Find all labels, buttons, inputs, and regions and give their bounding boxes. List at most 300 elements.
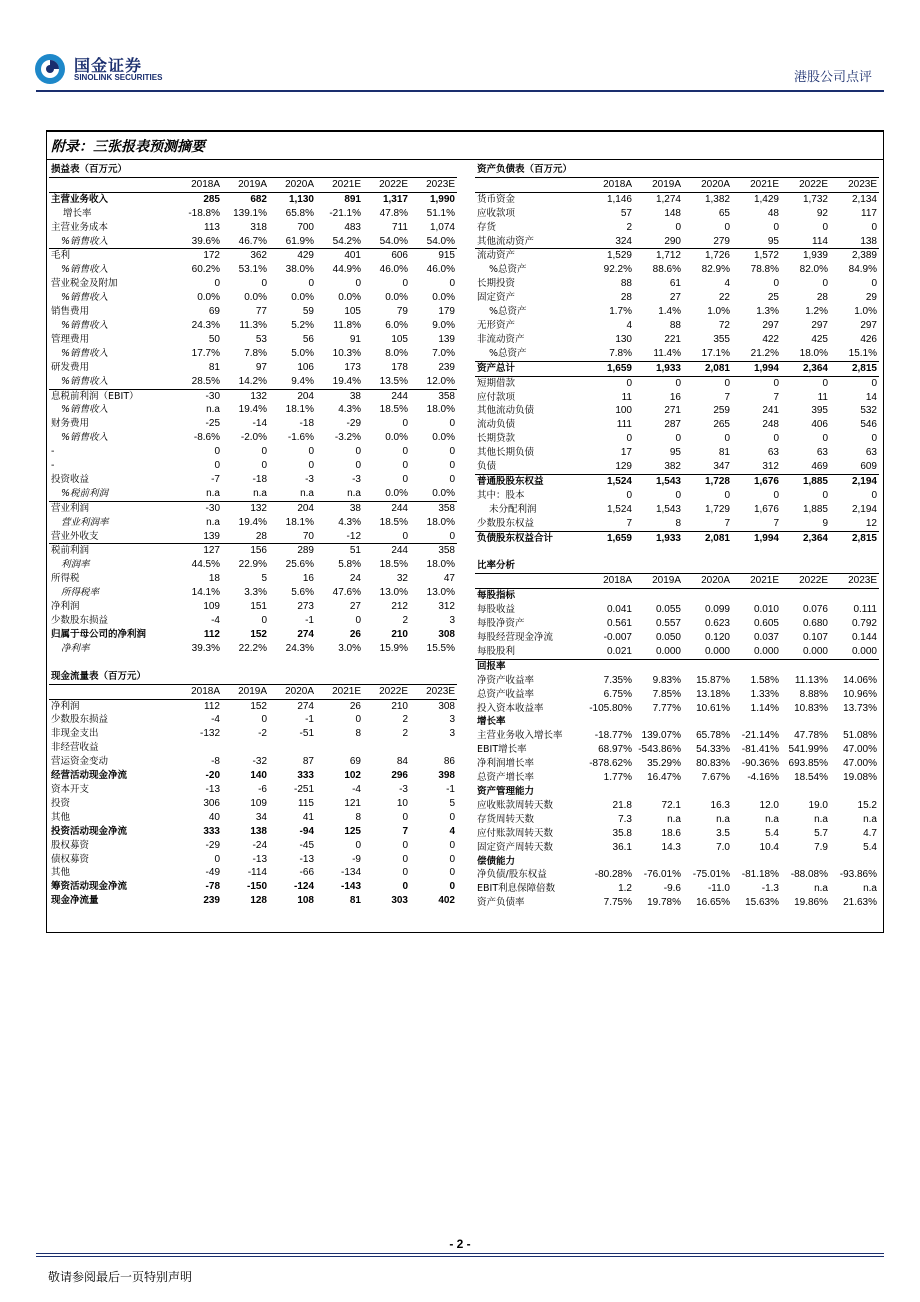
table-row xyxy=(475,771,879,785)
row-value: 259 xyxy=(713,405,730,417)
row-value: 358 xyxy=(410,501,457,515)
row-value: 7.8% xyxy=(244,347,267,359)
row-value: 78.8% xyxy=(750,264,779,276)
row-value: 121 xyxy=(344,797,361,809)
table-row xyxy=(49,797,457,811)
row-value: 1.0% xyxy=(854,306,877,318)
table-row xyxy=(475,474,879,488)
year-header: 2018A xyxy=(585,177,634,192)
row-value: 0 xyxy=(724,489,730,501)
year-header: 2020A xyxy=(683,177,732,192)
row-value: 92.2% xyxy=(603,264,632,276)
page-number: - 2 - xyxy=(449,1237,471,1251)
row-value: -18.77% xyxy=(594,730,632,742)
row-value: 18.1% xyxy=(285,404,314,416)
year-header: 2021E xyxy=(732,177,781,192)
row-value: 178 xyxy=(391,361,408,373)
row-value xyxy=(781,589,830,603)
row-value: 25.6% xyxy=(285,559,314,571)
row-value: 82.9% xyxy=(701,264,730,276)
income-statement-title-row xyxy=(49,163,457,177)
row-label: 其他流动资产 xyxy=(477,235,535,247)
row-label: 应付账款周转天数 xyxy=(477,827,554,839)
row-value xyxy=(634,659,683,673)
row-value: 1.58% xyxy=(750,674,779,686)
row-value: 114 xyxy=(812,235,828,247)
row-value: 38.0% xyxy=(285,264,314,276)
row-value: 0 xyxy=(214,446,220,458)
row-value: 0 xyxy=(675,489,681,501)
row-value: 0 xyxy=(402,811,408,823)
row-value: 0.557 xyxy=(655,618,681,630)
table-row xyxy=(475,404,879,418)
row-value: 2,194 xyxy=(851,503,877,515)
row-value: 1,130 xyxy=(288,193,314,205)
row-label: %销售收入 xyxy=(61,292,109,304)
row-label: 其他 xyxy=(51,867,71,879)
row-value: 204 xyxy=(269,501,316,515)
table-row xyxy=(475,785,879,799)
row-value: 10.4 xyxy=(759,841,779,853)
row-label: 投资收益 xyxy=(51,473,90,485)
row-value: 483 xyxy=(344,221,361,233)
row-value: 0.111 xyxy=(853,604,877,616)
row-value: 11.3% xyxy=(239,319,267,331)
row-value: 132 xyxy=(222,501,269,515)
row-value: 0 xyxy=(355,446,361,458)
table-row xyxy=(49,825,457,839)
row-value: -29 xyxy=(205,839,220,851)
row-value: 1,676 xyxy=(732,474,781,488)
row-value: 19.4% xyxy=(238,516,267,528)
row-value: 297 xyxy=(811,319,828,331)
row-value: 11.4% xyxy=(653,347,681,359)
row-value: 88 xyxy=(620,278,632,290)
row-value: 24.3% xyxy=(285,642,314,654)
row-value: 138 xyxy=(250,825,267,837)
row-value: 15.63% xyxy=(745,897,779,909)
row-value: 84 xyxy=(396,756,408,768)
row-value: -8 xyxy=(211,756,220,768)
table-row xyxy=(475,729,879,743)
row-value: -18 xyxy=(299,418,314,430)
row-value: 546 xyxy=(860,419,877,431)
row-value: 138 xyxy=(860,235,877,247)
row-label: 财务费用 xyxy=(51,418,90,430)
row-value: 50 xyxy=(208,333,220,345)
row-value: 248 xyxy=(762,419,779,431)
row-value: 0 xyxy=(214,853,220,865)
row-value: 1,543 xyxy=(634,474,683,488)
footer-divider xyxy=(36,1253,884,1254)
table-row xyxy=(475,688,879,702)
row-value: 0 xyxy=(732,376,781,390)
row-value: 0.0% xyxy=(432,487,455,499)
row-value: -13 xyxy=(252,853,267,865)
row-value: 151 xyxy=(250,601,267,613)
row-value xyxy=(732,589,781,603)
row-value: 239 xyxy=(203,895,220,907)
row-value: 26 xyxy=(349,628,361,640)
row-value: 41 xyxy=(302,811,314,823)
row-value: 172 xyxy=(175,249,222,263)
row-value: 81 xyxy=(349,895,361,907)
table-row xyxy=(49,459,457,473)
row-label: EBIT利息保障倍数 xyxy=(477,883,556,895)
table-row xyxy=(475,391,879,405)
table-row xyxy=(49,783,457,797)
row-value: 0 xyxy=(449,418,455,430)
row-value: n.a xyxy=(716,813,730,825)
row-value: 0 xyxy=(261,446,267,458)
table-row xyxy=(49,263,457,277)
row-value: 51 xyxy=(316,544,363,558)
row-value: 15.1% xyxy=(848,347,877,359)
row-value: 0.144 xyxy=(851,632,877,643)
row-value: -105.80% xyxy=(589,702,632,714)
row-value: 18.5% xyxy=(379,559,408,571)
row-label: 其他长期负债 xyxy=(477,447,535,459)
row-value: 0 xyxy=(214,278,220,290)
row-value: 0 xyxy=(449,853,455,865)
row-value: 0 xyxy=(402,839,408,851)
row-value: 239 xyxy=(438,361,455,373)
row-value: 10 xyxy=(396,797,408,809)
row-value: 2 xyxy=(626,221,632,233)
row-value: -13 xyxy=(299,853,314,865)
row-label: 其中：股本 xyxy=(477,489,525,501)
row-value: 0 xyxy=(308,460,314,472)
row-value: 693.85% xyxy=(788,758,828,770)
table-row xyxy=(475,715,879,729)
row-value xyxy=(634,589,683,603)
row-value: 95 xyxy=(669,447,681,459)
row-value: 0 xyxy=(822,221,828,233)
row-label: 增长率 xyxy=(477,716,506,728)
table-row xyxy=(49,277,457,291)
row-value xyxy=(683,589,732,603)
row-value: -4 xyxy=(352,783,361,795)
row-value: -134 xyxy=(340,867,361,879)
table-row xyxy=(475,305,879,319)
table-row xyxy=(475,319,879,333)
row-label: 营业外收支 xyxy=(51,530,99,542)
row-value: -2.0% xyxy=(240,432,267,444)
row-value: 53 xyxy=(255,333,267,345)
row-value: 105 xyxy=(391,333,408,345)
row-label: 其他流动负债 xyxy=(477,405,535,417)
table-row xyxy=(49,347,457,361)
row-label: 营运资金变动 xyxy=(51,756,109,768)
row-value: 0.000 xyxy=(704,645,730,657)
year-header: 2021E xyxy=(316,684,363,699)
row-value: -12 xyxy=(346,530,361,542)
row-value: 0 xyxy=(449,530,455,542)
row-value: 16.3 xyxy=(710,799,730,811)
row-value: 1,659 xyxy=(585,531,634,545)
row-value: -543.86% xyxy=(638,744,681,756)
row-value: -88.08% xyxy=(790,869,828,881)
row-value: 7 xyxy=(626,517,632,529)
year-header: 2019A xyxy=(634,177,683,192)
row-label: %销售收入 xyxy=(61,404,109,416)
table-row xyxy=(475,827,879,841)
row-value: 5.4 xyxy=(863,841,877,853)
row-value xyxy=(732,659,781,673)
row-label: 所得税率 xyxy=(61,587,100,599)
row-value: 0 xyxy=(214,460,220,472)
row-value: 204 xyxy=(269,389,316,403)
table-row xyxy=(49,755,457,769)
table-row xyxy=(475,882,879,896)
row-value: 1,429 xyxy=(753,193,779,205)
table-row xyxy=(49,473,457,487)
row-value: 0.050 xyxy=(655,632,681,643)
left-column xyxy=(49,163,457,908)
table-row xyxy=(49,880,457,894)
year-header-blank xyxy=(49,684,175,699)
row-label: %总资产 xyxy=(489,306,527,318)
row-label: 主营业务收入增长率 xyxy=(477,730,563,742)
row-value: 28 xyxy=(255,530,267,542)
row-value xyxy=(781,855,830,869)
row-value: 0 xyxy=(402,530,408,542)
row-value: 10.83% xyxy=(794,702,828,714)
row-value: 2,815 xyxy=(830,531,879,545)
row-value: n.a xyxy=(814,813,828,825)
row-value: 0.0% xyxy=(244,292,267,304)
row-value: 16.65% xyxy=(696,897,730,909)
table-row xyxy=(475,221,879,235)
row-value: 0 xyxy=(871,489,877,501)
row-value: 609 xyxy=(860,461,877,473)
row-label: 总资产收益率 xyxy=(477,688,535,700)
row-value: 0.107 xyxy=(802,632,828,643)
row-value: 0.0% xyxy=(197,292,220,304)
row-value: 0 xyxy=(402,853,408,865)
table-row xyxy=(475,674,879,688)
row-value: 18.0% xyxy=(426,404,455,416)
row-value: 1,146 xyxy=(606,193,632,205)
row-value: 2,364 xyxy=(781,361,830,376)
row-value: 7.85% xyxy=(652,688,681,700)
row-value: 0.0% xyxy=(385,487,408,499)
row-value: 0.792 xyxy=(851,618,877,630)
ratio-analysis-years-row xyxy=(475,574,879,589)
row-label: %税前利润 xyxy=(61,487,109,499)
row-value: 111 xyxy=(616,419,632,431)
row-value: -3 xyxy=(352,473,361,485)
table-row xyxy=(475,841,879,855)
row-value: 0 xyxy=(634,376,683,390)
row-value: 279 xyxy=(713,235,730,247)
row-value: 5.2% xyxy=(291,319,314,331)
row-label: %总资产 xyxy=(489,347,527,359)
row-value: 271 xyxy=(664,405,681,417)
row-label: %销售收入 xyxy=(61,347,109,359)
row-value: 140 xyxy=(250,770,267,782)
row-value xyxy=(363,741,410,755)
row-value: 312 xyxy=(762,461,779,473)
row-label: 增长率 xyxy=(63,207,92,219)
row-value: 0 xyxy=(449,473,455,485)
row-value: 47.6% xyxy=(332,587,361,599)
row-value: 0 xyxy=(871,278,877,290)
row-value: 109 xyxy=(203,601,220,613)
year-header-blank xyxy=(475,574,585,589)
row-label: 营业利润 xyxy=(49,501,175,515)
row-value: 324 xyxy=(615,235,632,247)
row-value: 1,933 xyxy=(634,531,683,545)
row-value: 1,524 xyxy=(606,503,632,515)
row-value: -4 xyxy=(211,615,220,626)
row-value: 35.8 xyxy=(612,827,632,839)
row-value: 12.0% xyxy=(426,375,455,387)
row-value: -132 xyxy=(199,728,220,740)
table-row xyxy=(49,811,457,825)
row-value: 97 xyxy=(255,361,267,373)
row-value: 63 xyxy=(767,447,779,459)
row-value: 6.75% xyxy=(603,688,632,700)
table-row xyxy=(49,389,457,403)
row-value: 406 xyxy=(811,419,828,431)
income-statement-table xyxy=(49,163,457,656)
ratio-analysis-title: 比率分析 xyxy=(475,559,879,573)
table-row xyxy=(475,617,879,631)
row-value: -30 xyxy=(175,501,222,515)
row-value: 0.0% xyxy=(432,432,455,444)
row-value: 0.099 xyxy=(704,604,730,616)
row-value: 7.35% xyxy=(603,674,632,686)
disclaimer: 敬请参阅最后一页特别声明 xyxy=(48,1270,193,1284)
row-value: 210 xyxy=(391,628,408,640)
row-value: 3.0% xyxy=(338,642,361,654)
row-value: 11 xyxy=(621,391,632,403)
row-value: 7.3 xyxy=(618,813,632,825)
row-value: 700 xyxy=(297,221,314,233)
row-value: 210 xyxy=(391,700,408,712)
row-value: 65.8% xyxy=(285,207,314,219)
row-value xyxy=(830,855,879,869)
table-row xyxy=(49,853,457,867)
row-value: 0.000 xyxy=(802,645,828,657)
row-value: 125 xyxy=(344,825,361,837)
row-value: 11.13% xyxy=(794,674,828,686)
row-value: 1,317 xyxy=(382,193,408,205)
row-value: 61 xyxy=(669,278,681,290)
row-value: 2,134 xyxy=(851,193,877,205)
row-value: -9 xyxy=(352,853,361,865)
row-value: 92 xyxy=(816,207,828,219)
row-value: 18.1% xyxy=(285,516,314,528)
row-value: 0.000 xyxy=(753,645,779,657)
row-value: 1.2% xyxy=(805,306,828,318)
row-value: 16 xyxy=(669,391,681,403)
row-value: 12 xyxy=(865,517,877,529)
row-value: 57 xyxy=(620,207,632,219)
year-header: 2019A xyxy=(634,574,683,589)
row-value: n.a xyxy=(253,487,267,499)
row-label: 每股经营现金净流 xyxy=(477,632,554,643)
table-row xyxy=(475,702,879,716)
row-value: 0 xyxy=(355,278,361,290)
row-value: 26 xyxy=(349,700,361,712)
row-label: 净资产收益率 xyxy=(477,674,535,686)
row-label: 营业利润率 xyxy=(61,516,109,528)
row-value: 1.2 xyxy=(618,883,632,895)
year-header: 2018A xyxy=(585,574,634,589)
year-header-blank xyxy=(49,177,175,192)
row-value: 3 xyxy=(449,615,455,626)
row-value: 318 xyxy=(250,221,267,233)
balance-sheet-title: 资产负债表（百万元） xyxy=(475,163,879,177)
row-value: 0.021 xyxy=(606,645,632,657)
year-header: 2021E xyxy=(316,177,363,192)
cashflow-statement-years-row xyxy=(49,684,457,699)
row-value: 1,676 xyxy=(753,503,779,515)
row-value: 14.06% xyxy=(843,674,877,686)
row-value xyxy=(830,715,879,729)
table-row xyxy=(475,489,879,503)
table-row xyxy=(475,659,879,673)
table-row xyxy=(475,645,879,659)
row-value: 0.037 xyxy=(753,632,779,643)
row-value: 69 xyxy=(208,306,220,318)
row-value: 0 xyxy=(724,221,730,233)
row-value: n.a xyxy=(667,813,681,825)
row-value: 88 xyxy=(669,319,681,331)
row-value: -93.86% xyxy=(839,869,877,881)
table-row xyxy=(49,586,457,600)
row-value: 541.99% xyxy=(788,744,828,756)
row-value: -18.8% xyxy=(188,207,220,219)
row-value: -30 xyxy=(175,389,222,403)
row-value: -251 xyxy=(293,783,314,795)
row-value: 5.6% xyxy=(291,587,314,599)
row-value: 0 xyxy=(449,811,455,823)
row-value: 0 xyxy=(773,433,779,445)
row-value: 17.7% xyxy=(191,347,220,359)
row-value: 10.96% xyxy=(843,688,877,700)
table-row xyxy=(475,347,879,361)
row-value: n.a xyxy=(863,883,877,895)
row-value: 0.680 xyxy=(802,618,828,630)
row-value: 18.0% xyxy=(799,347,828,359)
row-value: 0.000 xyxy=(851,645,877,657)
row-label: 长期贷款 xyxy=(477,433,516,445)
row-value: -94 xyxy=(299,825,314,837)
year-header: 2022E xyxy=(781,574,830,589)
row-value: -21.1% xyxy=(329,207,361,219)
right-column xyxy=(475,163,879,910)
row-value: 0 xyxy=(871,433,877,445)
row-value: n.a xyxy=(206,487,220,499)
row-value: 7.0 xyxy=(716,841,730,853)
row-value: 13.73% xyxy=(843,702,877,714)
table-row xyxy=(49,642,457,656)
row-value: 0 xyxy=(355,615,361,626)
row-label: 所得税 xyxy=(51,573,80,585)
table-row xyxy=(475,603,879,617)
row-value: 24 xyxy=(349,573,361,585)
row-value xyxy=(732,715,781,729)
row-value: 44.9% xyxy=(332,264,361,276)
year-header: 2021E xyxy=(732,574,781,589)
row-value: 355 xyxy=(713,333,730,345)
row-value: -90.36% xyxy=(741,758,779,770)
year-header: 2020A xyxy=(269,177,316,192)
row-value: -14 xyxy=(252,418,267,430)
